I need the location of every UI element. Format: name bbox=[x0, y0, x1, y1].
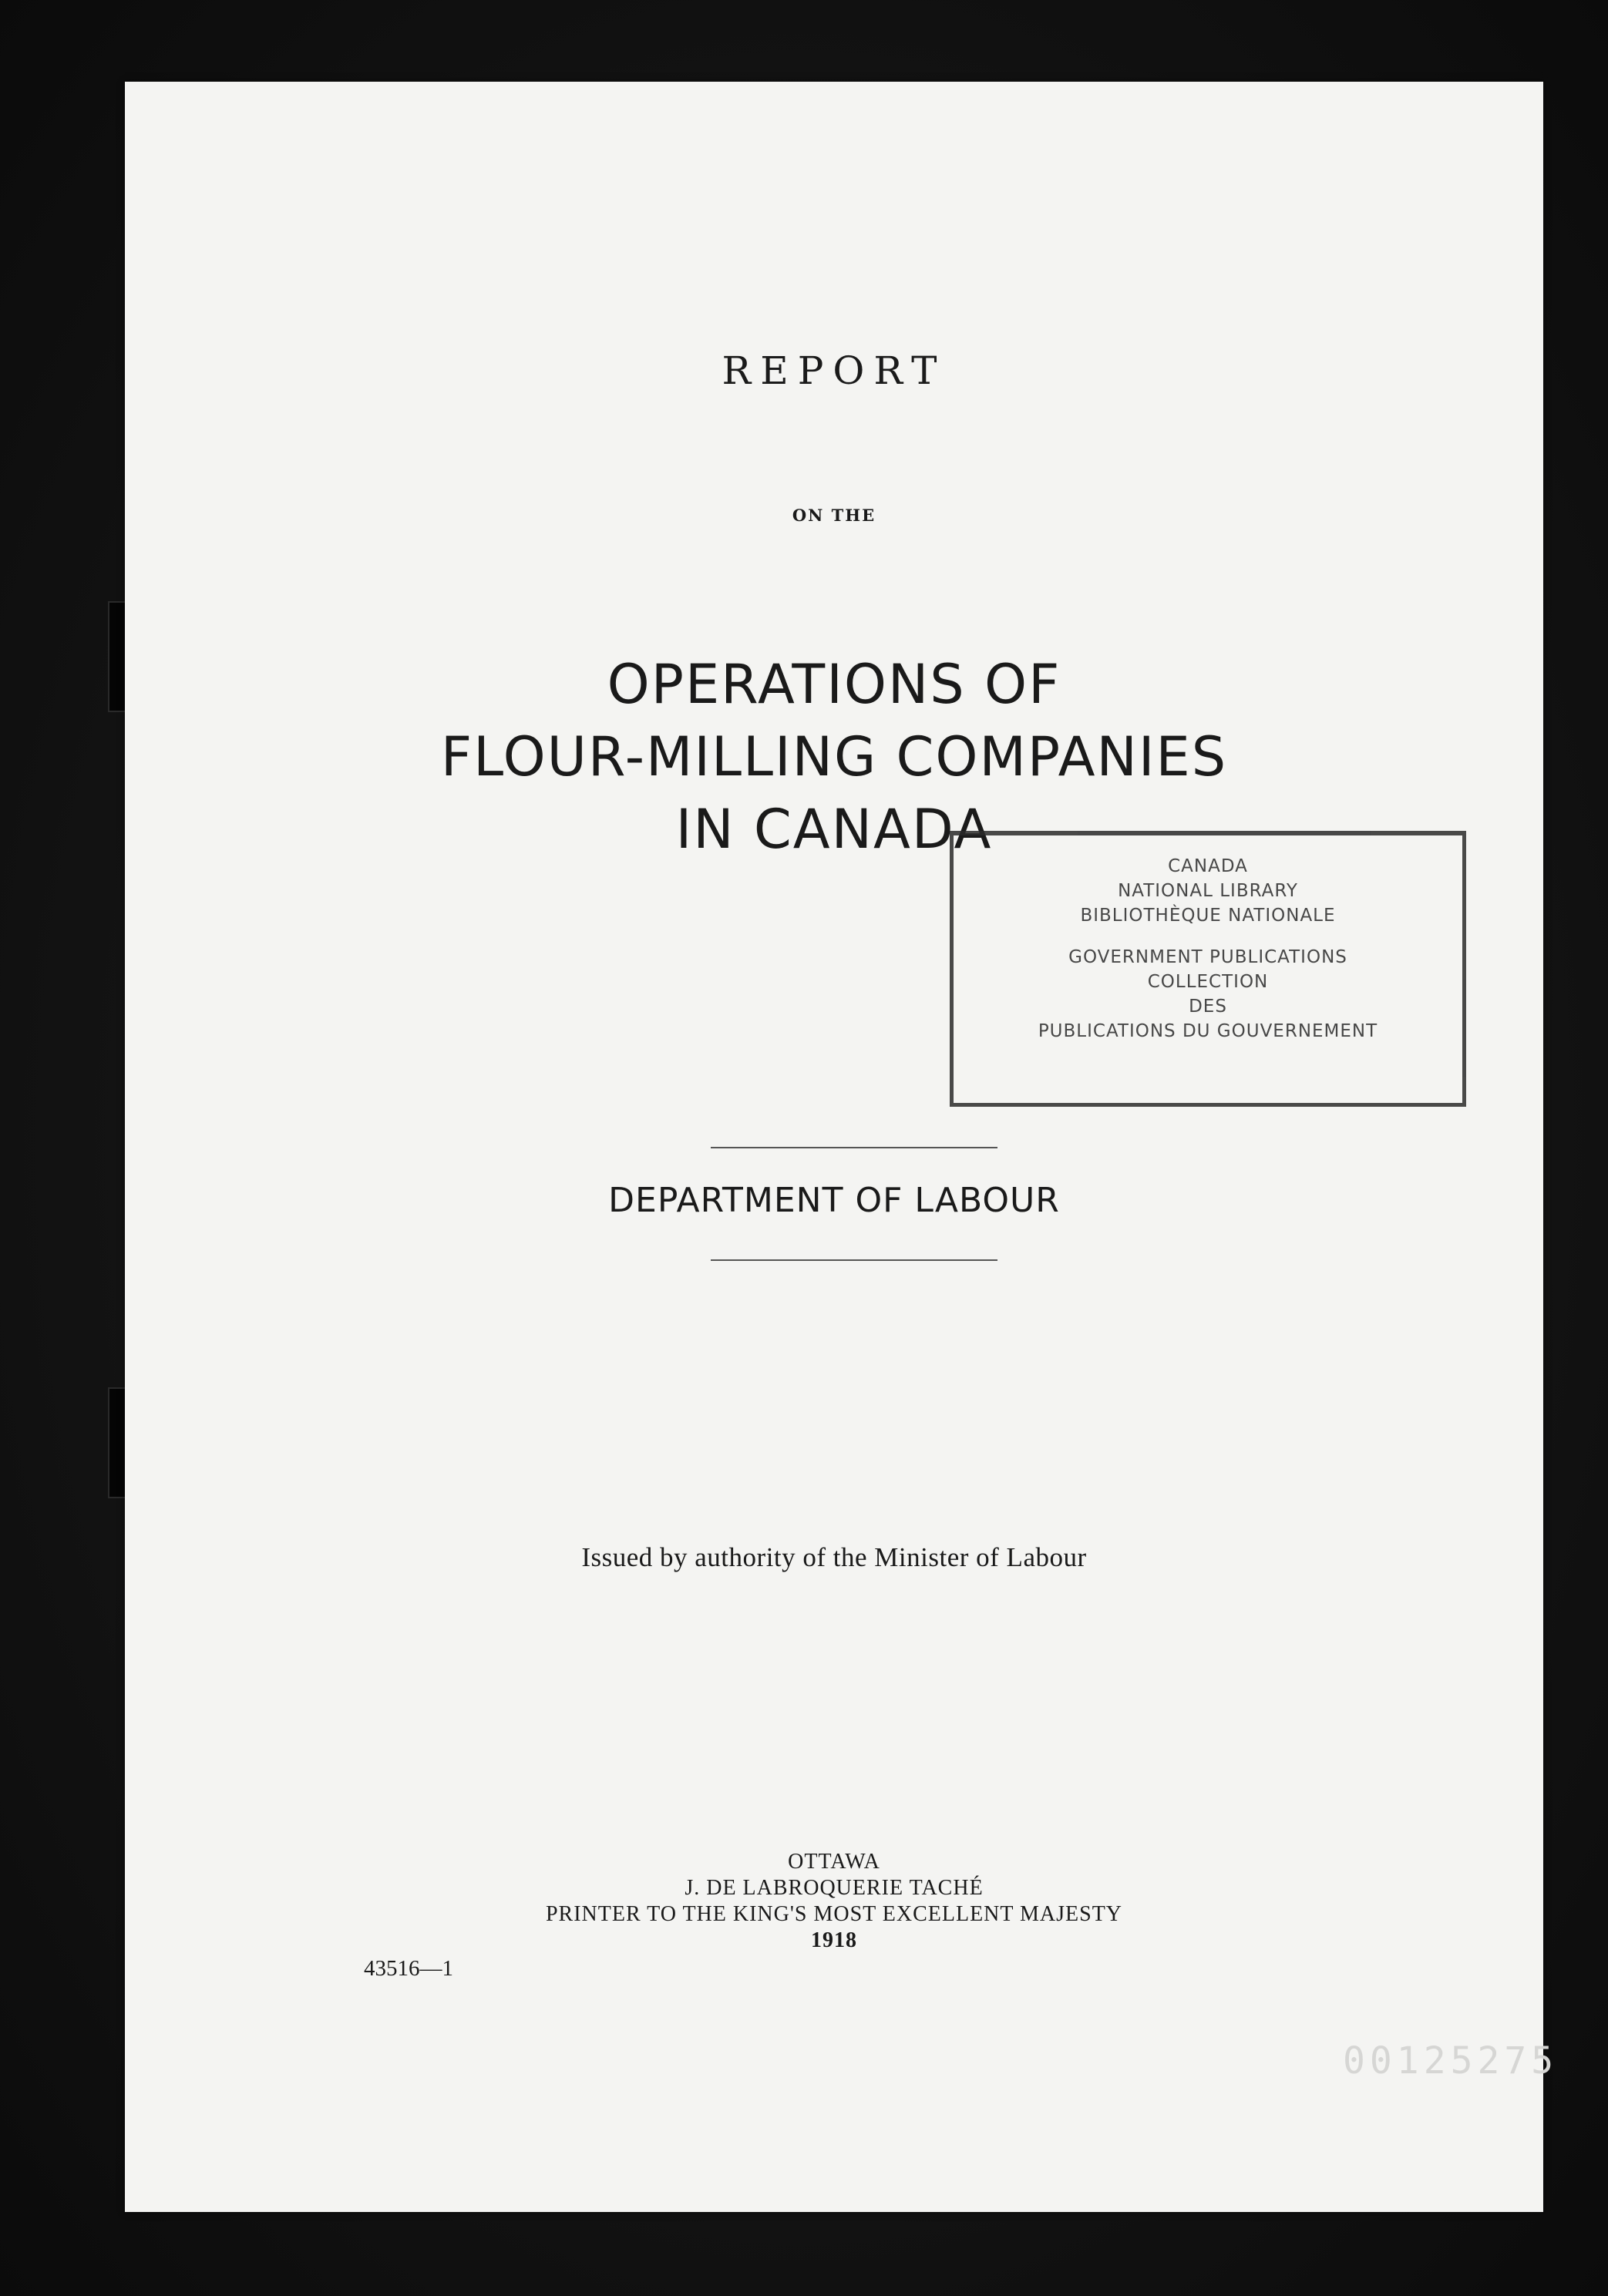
stamp-library-block bbox=[954, 854, 1462, 928]
report-heading: REPORT bbox=[722, 348, 947, 393]
stamp-line-2: NATIONAL LIBRARY bbox=[1118, 881, 1298, 901]
document-number: 43516—1 bbox=[364, 1956, 453, 1981]
stamp-line-7: PUBLICATIONS DU GOUVERNEMENT bbox=[1038, 1021, 1378, 1041]
faint-accession-mark: 00125275 bbox=[1343, 2039, 1559, 2083]
report-subheading: ON THE bbox=[792, 506, 876, 525]
imprint-city: OTTAWA bbox=[788, 1850, 880, 1874]
stamp-line-1: CANADA bbox=[1168, 856, 1248, 876]
document-page bbox=[125, 82, 1559, 2212]
divider-bottom bbox=[711, 1259, 997, 1261]
imprint-year: 1918 bbox=[811, 1928, 857, 1952]
printer-imprint bbox=[125, 1849, 1543, 1954]
stamp-line-5: COLLECTION bbox=[1147, 972, 1269, 992]
imprint-printer: J. DE LABROQUERIE TACHÉ bbox=[685, 1876, 984, 1900]
department-name: DEPARTMENT OF LABOUR bbox=[608, 1181, 1060, 1220]
stamp-line-4: GOVERNMENT PUBLICATIONS bbox=[1068, 947, 1347, 967]
divider-top bbox=[711, 1147, 997, 1148]
issued-by-line: Issued by authority of the Minister of Labour bbox=[581, 1542, 1087, 1572]
stamp-line-6: DES bbox=[1189, 997, 1227, 1017]
library-stamp bbox=[950, 831, 1466, 1107]
imprint-printer-title: PRINTER TO THE KING'S MOST EXCELLENT MAJESTY bbox=[545, 1902, 1123, 1926]
stamp-collection-block bbox=[954, 945, 1462, 1044]
stamp-line-3: BIBLIOTHÈQUE NATIONALE bbox=[1080, 906, 1336, 926]
title-line-2: FLOUR-MILLING COMPANIES bbox=[440, 725, 1228, 788]
title-line-3: IN CANADA bbox=[675, 798, 993, 861]
title-line-1: OPERATIONS OF bbox=[607, 653, 1061, 716]
